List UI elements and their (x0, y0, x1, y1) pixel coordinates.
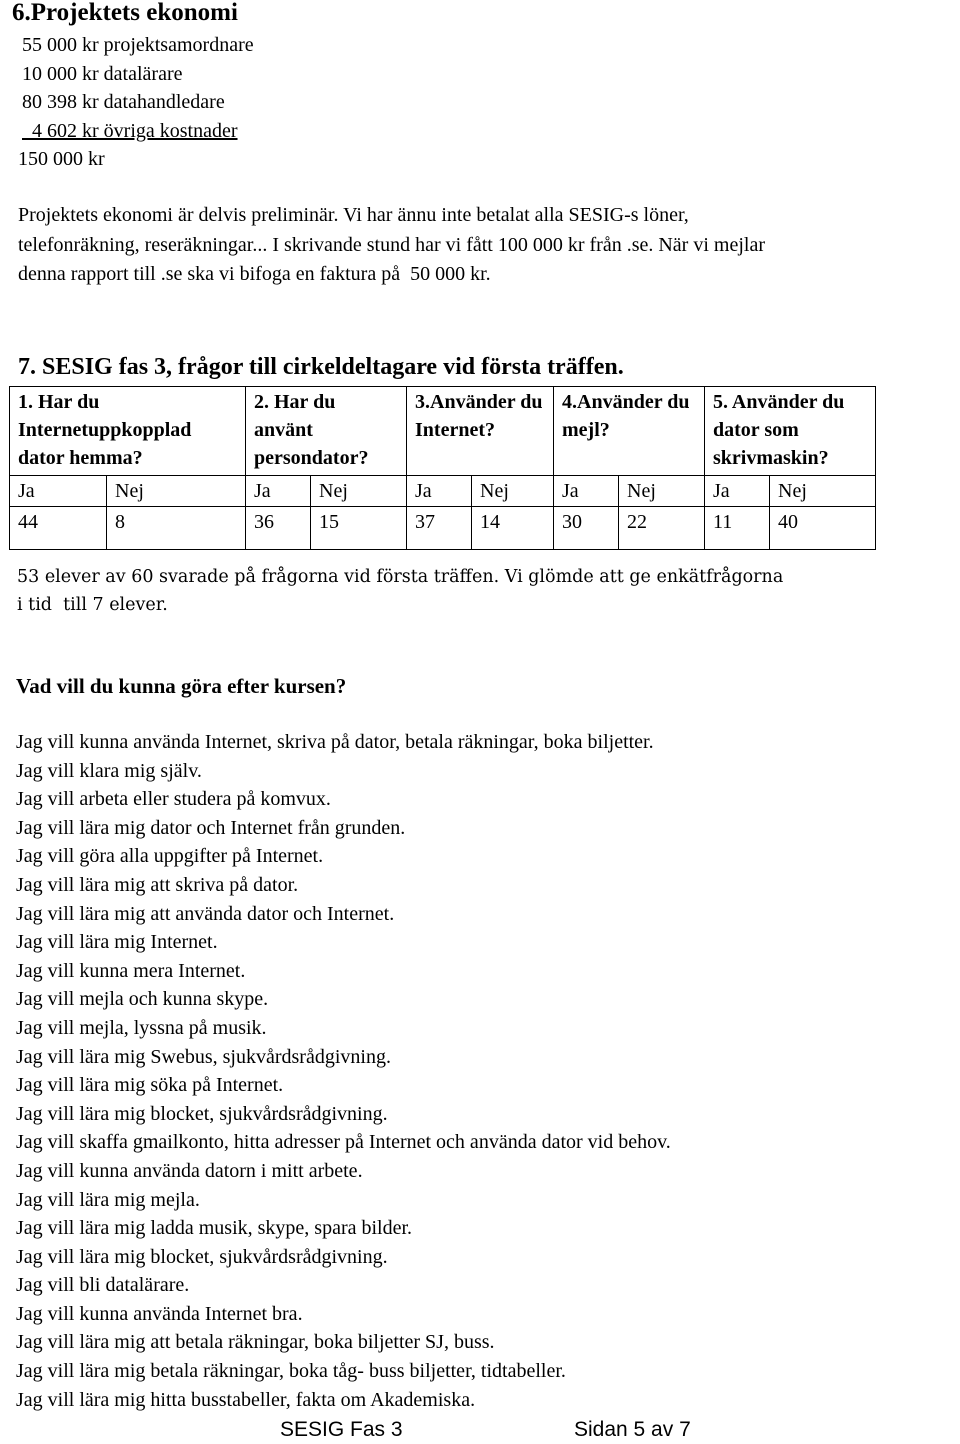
note-line: 53 elever av 60 svarade på frågorna vid första träffen. Vi glömde att ge enkätfrågorna (17, 567, 784, 587)
wish-item: Jag vill lära mig hitta busstabeller, fakta om Akademiska. (16, 1388, 476, 1411)
budget-line: 10 000 kr datalärare (22, 62, 183, 85)
answer-count: 15 (311, 507, 407, 550)
wish-item: Jag vill bli datalärare. (16, 1274, 190, 1297)
answer-count: 37 (407, 507, 472, 550)
economy-paragraph (18, 201, 960, 290)
answer-count: 40 (770, 507, 876, 550)
survey-question: 1. Har du Internetuppkopplad dator hemma? (10, 387, 246, 476)
answer-count: 30 (554, 507, 619, 550)
survey-table (9, 386, 876, 550)
wish-item: Jag vill mejla och kunna skype. (16, 988, 269, 1011)
wish-item: Jag vill lära mig blocket, sjukvårdsrådgivning. (16, 1245, 388, 1268)
answer-count: 14 (472, 507, 554, 550)
answer-label: Ja (554, 476, 619, 507)
answer-label: Nej (107, 476, 246, 507)
answer-count: 22 (619, 507, 705, 550)
survey-question: 2. Har du använt persondator? (246, 387, 407, 476)
survey-question-row (10, 387, 876, 476)
wish-item: Jag vill lära mig att använda dator och Internet. (16, 902, 395, 925)
paragraph-line: Projektets ekonomi är delvis preliminär. Vi har ännu inte betalat alla SESIG-s löner, (18, 204, 689, 226)
wish-item: Jag vill lära mig att skriva på dator. (16, 873, 299, 896)
wish-item: Jag vill lära mig söka på Internet. (16, 1074, 284, 1097)
answer-count: 36 (246, 507, 311, 550)
wish-item: Jag vill göra alla uppgifter på Internet. (16, 845, 324, 868)
wish-item: Jag vill kunna använda Internet bra. (16, 1302, 303, 1325)
budget-line: 80 398 kr datahandledare (22, 91, 225, 114)
wish-item: Jag vill lära mig att betala räkningar, boka biljetter SJ, buss. (16, 1331, 495, 1354)
budget-line: 55 000 kr projektsamordnare (22, 34, 254, 56)
survey-note (17, 563, 783, 619)
wish-item: Jag vill mejla, lyssna på musik. (16, 1016, 267, 1039)
wish-item: Jag vill kunna använda Internet, skriva på dator, betala räkningar, boka biljetter. (16, 731, 654, 753)
wishes-list (16, 728, 671, 1414)
answer-count: 11 (705, 507, 770, 550)
wish-item: Jag vill lära mig mejla. (16, 1188, 200, 1211)
wish-item: Jag vill skaffa gmailkonto, hitta adresser på Internet och använda dator vid behov. (16, 1131, 671, 1154)
wish-item: Jag vill arbeta eller studera på komvux. (16, 788, 331, 811)
answer-count: 8 (107, 507, 246, 550)
wish-item: Jag vill lära mig blocket, sjukvårdsrådgivning. (16, 1102, 388, 1125)
answer-label: Nej (311, 476, 407, 507)
survey-answer-label-row (10, 476, 876, 507)
answer-label: Ja (705, 476, 770, 507)
wish-item: Jag vill klara mig själv. (16, 759, 202, 782)
wish-item: Jag vill lära mig Internet. (16, 931, 218, 954)
answer-label: Ja (407, 476, 472, 507)
answer-label: Nej (472, 476, 554, 507)
wish-item: Jag vill kunna använda datorn i mitt arbete. (16, 1159, 363, 1182)
budget-list (18, 31, 254, 174)
wish-item: Jag vill kunna mera Internet. (16, 959, 246, 982)
budget-line: 4 602 kr övriga kostnader (22, 119, 238, 142)
survey-question: 3.Använder du Internet? (407, 387, 554, 476)
wish-item: Jag vill lära mig Swebus, sjukvårdsrådgivning. (16, 1045, 391, 1068)
wishes-heading: Vad vill du kunna göra efter kursen? (16, 674, 347, 698)
footer-page-number: Sidan 5 av 7 (574, 1418, 691, 1441)
answer-label: Nej (770, 476, 876, 507)
paragraph-line: telefonräkning, reseräkningar... I skrivande stund har vi fått 100 000 kr från .se. När vi mejlar (18, 233, 765, 256)
section-7-heading: 7. SESIG fas 3, frågor till cirkeldeltagare vid första träffen. (18, 354, 624, 380)
survey-count-row (10, 507, 876, 550)
footer-project: SESIG Fas 3 (280, 1418, 403, 1441)
answer-label: Nej (619, 476, 705, 507)
wish-item: Jag vill lära mig betala räkningar, boka tåg- buss biljetter, tidtabeller. (16, 1360, 566, 1383)
paragraph-line: denna rapport till .se ska vi bifoga en faktura på 50 000 kr. (18, 263, 491, 285)
budget-total: 150 000 kr (18, 148, 105, 171)
survey-question: 4.Använder du mejl? (554, 387, 705, 476)
note-line: i tid till 7 elever. (17, 595, 168, 615)
wish-item: Jag vill lära mig ladda musik, skype, spara bilder. (16, 1217, 413, 1240)
section-6-heading: 6.Projektets ekonomi (12, 0, 238, 26)
answer-label: Ja (246, 476, 311, 507)
wish-item: Jag vill lära mig dator och Internet från grunden. (16, 816, 406, 839)
survey-question: 5. Använder du dator som skrivmaskin? (705, 387, 876, 476)
answer-count: 44 (10, 507, 107, 550)
answer-label: Ja (10, 476, 107, 507)
